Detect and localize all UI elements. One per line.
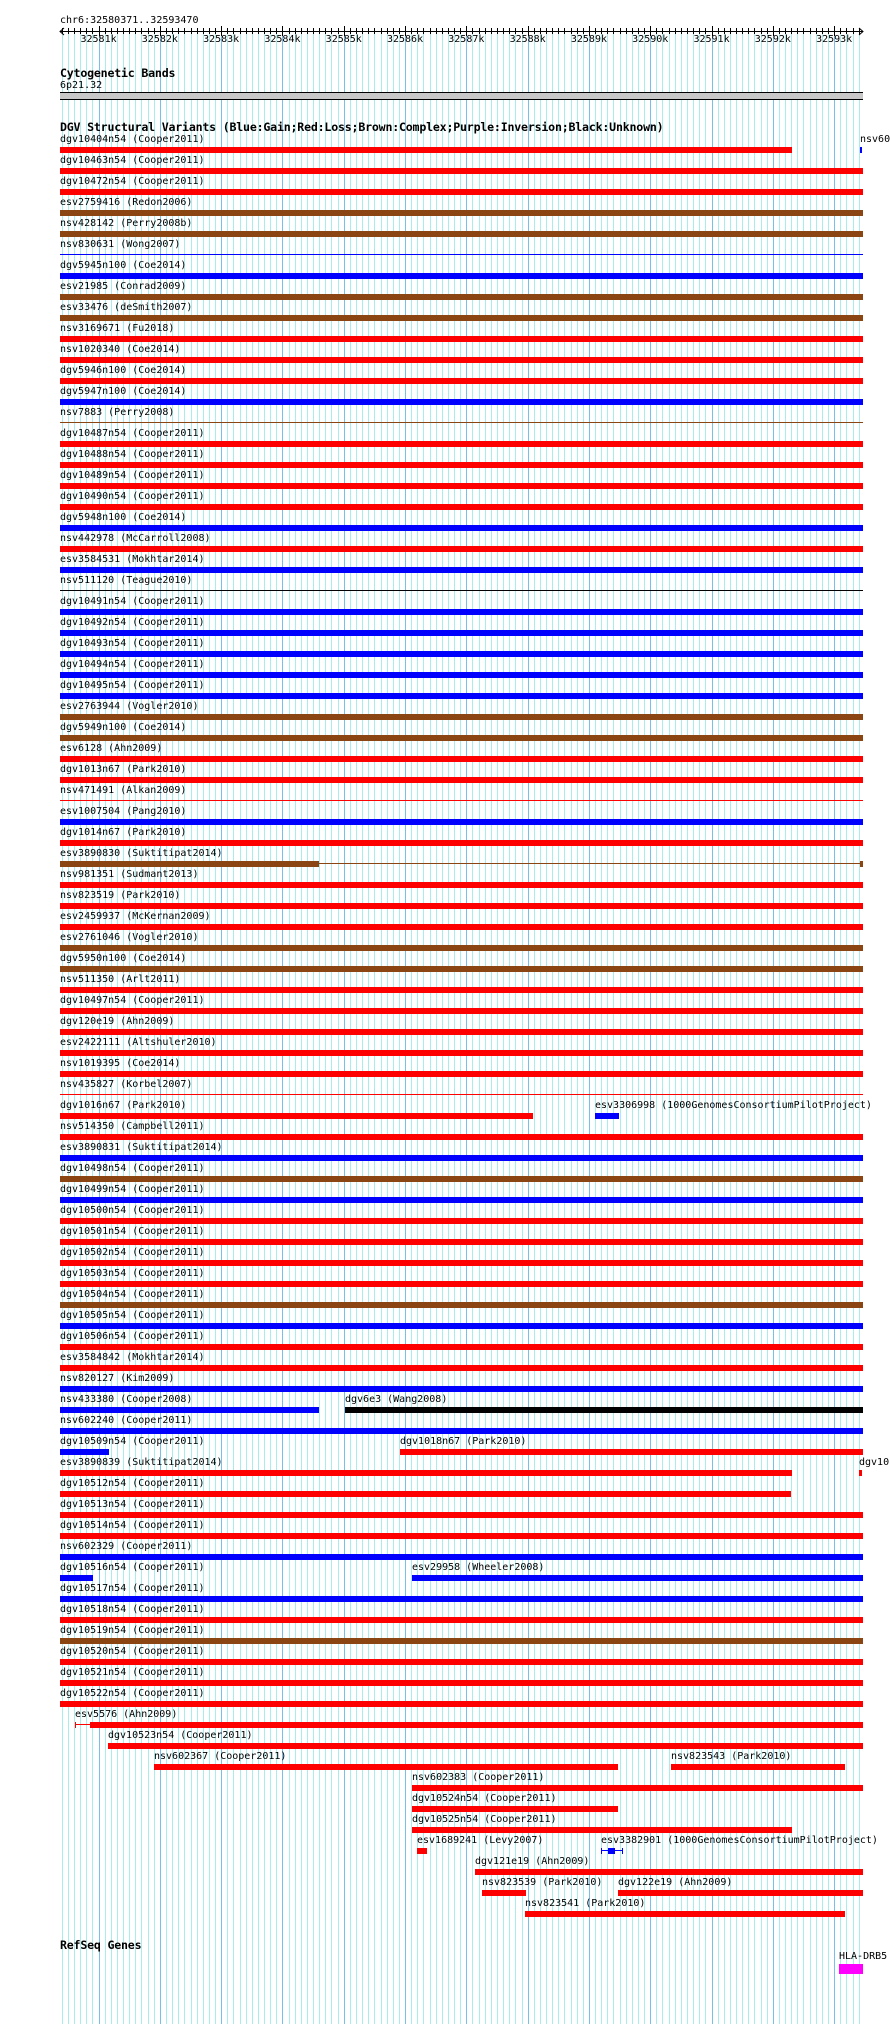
variant-label[interactable]: esv29958 (Wheeler2008) [412,1562,545,1573]
variant-loss-bar[interactable] [60,357,863,363]
variant-gain-bar[interactable] [60,651,863,657]
variant-gain-line[interactable] [60,254,863,255]
variant-label[interactable]: nsv823519 (Park2010) [60,890,181,901]
variant-loss-bar[interactable] [60,147,792,153]
variant-label[interactable]: dgv10509n54 (Cooper2011) [60,1436,205,1447]
variant-gain-bar[interactable] [60,609,863,615]
variant-label[interactable]: dgv10513n54 (Cooper2011) [60,1499,205,1510]
gene-label[interactable]: HLA-DRB5 [839,1951,888,1962]
variant-label[interactable]: dgv10492n54 (Cooper2011) [60,617,205,628]
variant-loss-bar[interactable] [60,168,863,174]
variant-label[interactable]: nsv820127 (Kim2009) [60,1373,175,1384]
variant-gain-bar[interactable] [60,1575,93,1581]
variant-label[interactable]: dgv10487n54 (Cooper2011) [60,428,205,439]
variant-label[interactable]: nsv830631 (Wong2007) [60,239,181,250]
variant-gain-bar[interactable] [60,693,863,699]
variant-label[interactable]: dgv10498n54 (Cooper2011) [60,1163,205,1174]
variant-gain-bar[interactable] [60,1323,863,1329]
variant-label[interactable]: dgv10497n54 (Cooper2011) [60,995,205,1006]
variant-gain-bar[interactable] [60,399,863,405]
variant-complex-bar[interactable] [860,861,863,867]
variant-label[interactable]: nsv435827 (Korbel2007) [60,1079,193,1090]
variant-gain-bar[interactable] [60,630,863,636]
variant-label[interactable]: esv3306998 (1000GenomesConsortiumPilotProject) [595,1100,872,1111]
variant-label[interactable]: dgv122e19 (Ahn2009) [618,1877,733,1888]
variant-loss-bar[interactable] [618,1890,863,1896]
variant-label[interactable]: nsv442978 (McCarroll2008) [60,533,211,544]
variant-loss-bar[interactable] [60,1365,863,1371]
variant-loss-bar[interactable] [60,378,863,384]
variant-gain-bar[interactable] [60,1386,863,1392]
variant-gain-bar[interactable] [60,1197,863,1203]
variant-label[interactable]: nsv60 [860,134,890,145]
refseq-track-title[interactable]: RefSeq Genes [60,1938,142,1952]
variant-gain-bar[interactable] [60,1449,109,1455]
variant-label[interactable]: dgv10494n54 (Cooper2011) [60,659,205,670]
variant-gain-bar[interactable] [60,273,863,279]
cytoband-label: 6p21.32 [60,80,103,91]
variant-loss-bar[interactable] [60,504,863,510]
variant-label[interactable]: nsv511120 (Teague2010) [60,575,193,586]
ruler-tick-label: 32590k [632,34,669,45]
variant-label[interactable]: nsv428142 (Perry2008b) [60,218,193,229]
variant-loss-bar[interactable] [412,1785,863,1791]
variant-label[interactable]: dgv10505n54 (Cooper2011) [60,1310,205,1321]
variant-label[interactable]: dgv10472n54 (Cooper2011) [60,176,205,187]
variant-label[interactable]: nsv602367 (Cooper2011) [154,1751,287,1762]
variant-gain-bar[interactable] [60,672,863,678]
variant-label[interactable]: dgv10463n54 (Cooper2011) [60,155,205,166]
variant-label[interactable]: esv5576 (Ahn2009) [75,1709,178,1720]
variant-complex-bar[interactable] [60,945,863,951]
variant-complex-bar[interactable] [60,1176,863,1182]
variant-loss-bar[interactable] [60,756,863,762]
ruler-tick-label: 32587k [448,34,485,45]
ruler-tick-label: 32593k [816,34,853,45]
variant-loss-bar[interactable] [60,1281,863,1287]
variant-label[interactable]: esv3584531 (Mokhtar2014) [60,554,205,565]
variant-label[interactable]: esv2763944 (Vogler2010) [60,701,199,712]
variant-loss-bar[interactable] [60,1680,863,1686]
variant-loss-bar[interactable] [60,336,863,342]
ruler-tick-label: 32588k [509,34,546,45]
variant-label[interactable]: nsv823539 (Park2010) [482,1877,603,1888]
variant-label[interactable]: nsv602240 (Cooper2011) [60,1415,193,1426]
variant-label[interactable]: dgv121e19 (Ahn2009) [475,1856,590,1867]
ruler-tick-label: 32581k [80,34,117,45]
variant-loss-bar[interactable] [482,1890,526,1896]
variant-label[interactable]: esv3382901 (1000GenomesConsortiumPilotProject) [601,1835,878,1846]
variant-label[interactable]: esv3890839 (Suktitipat2014) [60,1457,223,1468]
variant-gain-bar[interactable] [60,1155,863,1161]
variant-label[interactable]: dgv10489n54 (Cooper2011) [60,470,205,481]
variant-loss-bar[interactable] [60,1533,863,1539]
variant-label[interactable]: dgv10516n54 (Cooper2011) [60,1562,205,1573]
variant-loss-bar[interactable] [60,840,863,846]
variant-label[interactable]: nsv602329 (Cooper2011) [60,1541,193,1552]
variant-label[interactable]: dgv120e19 (Ahn2009) [60,1016,175,1027]
variant-complex-bar[interactable] [60,966,863,972]
variant-label[interactable]: dgv10503n54 (Cooper2011) [60,1268,205,1279]
variant-label[interactable]: nsv602383 (Cooper2011) [412,1772,545,1783]
variant-complex-bar[interactable] [60,861,319,867]
variant-complex-bar[interactable] [60,210,863,216]
variant-loss-bar[interactable] [859,1470,862,1476]
variant-gain-bar[interactable] [60,525,863,531]
variant-label[interactable]: dgv10504n54 (Cooper2011) [60,1289,205,1300]
ruler-tick-label: 32591k [693,34,730,45]
variant-label[interactable]: dgv10520n54 (Cooper2011) [60,1646,205,1657]
variant-gain-bar[interactable] [60,567,863,573]
variant-loss-bar[interactable] [60,1617,863,1623]
variant-label[interactable]: dgv10502n54 (Cooper2011) [60,1247,205,1258]
variant-loss-bar[interactable] [60,1008,863,1014]
variant-loss-bar[interactable] [60,903,863,909]
variant-label[interactable]: nsv1019395 (Coe2014) [60,1058,181,1069]
variant-loss-bar[interactable] [60,1260,863,1266]
variant-label[interactable]: nsv823541 (Park2010) [525,1898,646,1909]
variant-gain-bar[interactable] [60,1428,863,1434]
variant-complex-bar[interactable] [60,294,863,300]
gene-feature-bar[interactable] [839,1964,863,1974]
variant-loss-bar[interactable] [671,1764,845,1770]
variant-loss-bar[interactable] [525,1911,845,1917]
variant-end-tick[interactable] [601,1848,602,1854]
variant-loss-bar[interactable] [400,1449,863,1455]
variant-complex-bar[interactable] [60,1302,863,1308]
variant-loss-bar[interactable] [60,441,863,447]
variant-end-tick[interactable] [622,1848,623,1854]
variant-loss-bar[interactable] [60,924,863,930]
variant-loss-line[interactable] [60,1094,863,1095]
variant-label[interactable]: esv1689241 (Levy2007) [417,1835,544,1846]
variant-loss-bar[interactable] [60,1239,863,1245]
variant-gain-bar[interactable] [595,1113,619,1119]
variant-loss-line[interactable] [60,800,863,801]
variant-loss-bar[interactable] [60,546,863,552]
variant-label[interactable]: dgv10404n54 (Cooper2011) [60,134,205,145]
variant-end-tick[interactable] [75,1722,76,1728]
variant-label[interactable]: esv2759416 (Redon2006) [60,197,193,208]
variant-label[interactable]: dgv10499n54 (Cooper2011) [60,1184,205,1195]
variant-label[interactable]: dgv10525n54 (Cooper2011) [412,1814,557,1825]
variant-label[interactable]: dgv5950n100 (Coe2014) [60,953,187,964]
variant-loss-bar[interactable] [60,1029,863,1035]
variant-label[interactable]: dgv10523n54 (Cooper2011) [108,1730,253,1741]
variant-loss-bar[interactable] [60,1071,863,1077]
variant-complex-line[interactable] [60,422,863,423]
variant-complex-bar[interactable] [60,315,863,321]
variant-label[interactable]: dgv10519n54 (Cooper2011) [60,1625,205,1636]
variant-loss-bar[interactable] [60,189,863,195]
variant-label[interactable]: dgv5945n100 (Coe2014) [60,260,187,271]
variant-label[interactable]: nsv471491 (Alkan2009) [60,785,187,796]
variant-label[interactable]: esv6128 (Ahn2009) [60,743,163,754]
variant-loss-bar[interactable] [60,987,863,993]
variant-loss-bar[interactable] [60,777,863,783]
variant-loss-bar[interactable] [154,1764,618,1770]
variant-complex-bar[interactable] [60,1638,863,1644]
variant-label[interactable]: dgv10506n54 (Cooper2011) [60,1331,205,1342]
variant-label[interactable]: dgv10518n54 (Cooper2011) [60,1604,205,1615]
variant-label[interactable]: esv3584842 (Mokhtar2014) [60,1352,205,1363]
variant-label[interactable]: nsv511350 (Arlt2011) [60,974,181,985]
variant-loss-bar[interactable] [60,462,863,468]
ruler-tick-label: 32592k [754,34,791,45]
variant-loss-bar[interactable] [60,1344,863,1350]
variant-complex-bar[interactable] [60,231,863,237]
variant-label[interactable]: esv3890831 (Suktitipat2014) [60,1142,223,1153]
variant-label[interactable]: dgv10514n54 (Cooper2011) [60,1520,205,1531]
ruler-tick-label: 32582k [141,34,178,45]
variant-label[interactable]: esv2761046 (Vogler2010) [60,932,199,943]
dgv-track-title[interactable]: DGV Structural Variants (Blue:Gain;Red:Loss;Brown:Complex;Purple:Inversion;Black:Unknown) [60,120,664,134]
variant-label[interactable]: esv2422111 (Altshuler2010) [60,1037,217,1048]
variant-loss-bar[interactable] [90,1722,863,1728]
ruler-tick-label: 32586k [386,34,424,45]
variant-label[interactable]: nsv514350 (Campbell2011) [60,1121,205,1132]
variant-label[interactable]: dgv10491n54 (Cooper2011) [60,596,205,607]
variant-label[interactable]: nsv981351 (Sudmant2013) [60,869,199,880]
cytoband-6p21.32[interactable] [60,92,863,100]
variant-gain-bar[interactable] [60,1596,863,1602]
cytoband-track-title[interactable]: Cytogenetic Bands [60,66,176,80]
variant-loss-bar[interactable] [60,1134,863,1140]
variant-loss-bar[interactable] [412,1827,792,1833]
variant-gain-bar[interactable] [60,1407,319,1413]
variant-gain-bar[interactable] [608,1848,615,1854]
variant-label[interactable]: dgv10501n54 (Cooper2011) [60,1226,205,1237]
variant-label[interactable]: dgv10500n54 (Cooper2011) [60,1205,205,1216]
variant-label[interactable]: esv21985 (Conrad2009) [60,281,187,292]
variant-label[interactable]: esv1007504 (Pang2010) [60,806,187,817]
variant-complex-bar[interactable] [60,714,863,720]
variant-loss-bar[interactable] [417,1848,427,1854]
variant-gain-bar[interactable] [860,147,862,153]
variant-unknown-line[interactable] [60,590,863,591]
variant-loss-bar[interactable] [108,1743,863,1749]
ruler-tick-label: 32584k [264,34,301,45]
variant-label[interactable]: dgv10522n54 (Cooper2011) [60,1688,205,1699]
variant-label[interactable]: nsv1020340 (Coe2014) [60,344,181,355]
variant-gain-bar[interactable] [412,1575,863,1581]
variant-label[interactable]: dgv10521n54 (Cooper2011) [60,1667,205,1678]
variant-label[interactable]: dgv10493n54 (Cooper2011) [60,638,205,649]
variant-unknown-bar[interactable] [345,1407,863,1413]
variant-label[interactable]: nsv433380 (Cooper2008) [60,1394,193,1405]
variant-label[interactable]: nsv823543 (Park2010) [671,1751,792,1762]
variant-label[interactable]: dgv1018n67 (Park2010) [400,1436,527,1447]
variant-loss-bar[interactable] [60,1050,863,1056]
variant-gain-bar[interactable] [60,819,863,825]
variant-label[interactable]: esv33476 (deSmith2007) [60,302,193,313]
variant-loss-bar[interactable] [60,1491,791,1497]
variant-loss-bar[interactable] [60,882,863,888]
variant-label[interactable]: dgv10495n54 (Cooper2011) [60,680,205,691]
variant-loss-bar[interactable] [60,1659,863,1665]
variant-label[interactable]: dgv10488n54 (Cooper2011) [60,449,205,460]
variant-label[interactable]: dgv10 [859,1457,890,1468]
variant-label[interactable]: nsv3169671 (Fu2018) [60,323,175,334]
variant-label[interactable]: nsv7883 (Perry2008) [60,407,175,418]
ruler-tick-label: 32585k [325,34,362,45]
variant-loss-bar[interactable] [60,483,863,489]
variant-label[interactable]: dgv10517n54 (Cooper2011) [60,1583,205,1594]
variant-complex-bar[interactable] [60,735,863,741]
variant-label[interactable]: dgv5949n100 (Coe2014) [60,722,187,733]
variant-gain-bar[interactable] [60,1554,863,1560]
location-label: chr6:32580371..32593470 [60,15,199,26]
variant-loss-bar[interactable] [60,1113,533,1119]
ruler-tick-label: 32583k [203,34,240,45]
variant-loss-bar[interactable] [60,1470,792,1476]
variant-label[interactable]: dgv1016n67 (Park2010) [60,1100,187,1111]
variant-label[interactable]: dgv5948n100 (Coe2014) [60,512,187,523]
variant-label[interactable]: dgv5947n100 (Coe2014) [60,386,187,397]
variant-label[interactable]: dgv10524n54 (Cooper2011) [412,1793,557,1804]
variant-label[interactable]: dgv1014n67 (Park2010) [60,827,187,838]
variant-loss-bar[interactable] [412,1806,618,1812]
variant-label[interactable]: dgv10512n54 (Cooper2011) [60,1478,205,1489]
variant-loss-bar[interactable] [60,1701,863,1707]
variant-label[interactable]: dgv1013n67 (Park2010) [60,764,187,775]
variant-label[interactable]: dgv6e3 (Wang2008) [345,1394,448,1405]
ruler-tick-label: 32589k [570,34,607,45]
variant-loss-bar[interactable] [60,1512,863,1518]
variant-loss-bar[interactable] [475,1869,863,1875]
variant-loss-bar[interactable] [60,1218,863,1224]
variant-label[interactable]: esv3890830 (Suktitipat2014) [60,848,223,859]
variant-label[interactable]: dgv5946n100 (Coe2014) [60,365,187,376]
variant-label[interactable]: dgv10490n54 (Cooper2011) [60,491,205,502]
variant-label[interactable]: esv2459937 (McKernan2009) [60,911,211,922]
